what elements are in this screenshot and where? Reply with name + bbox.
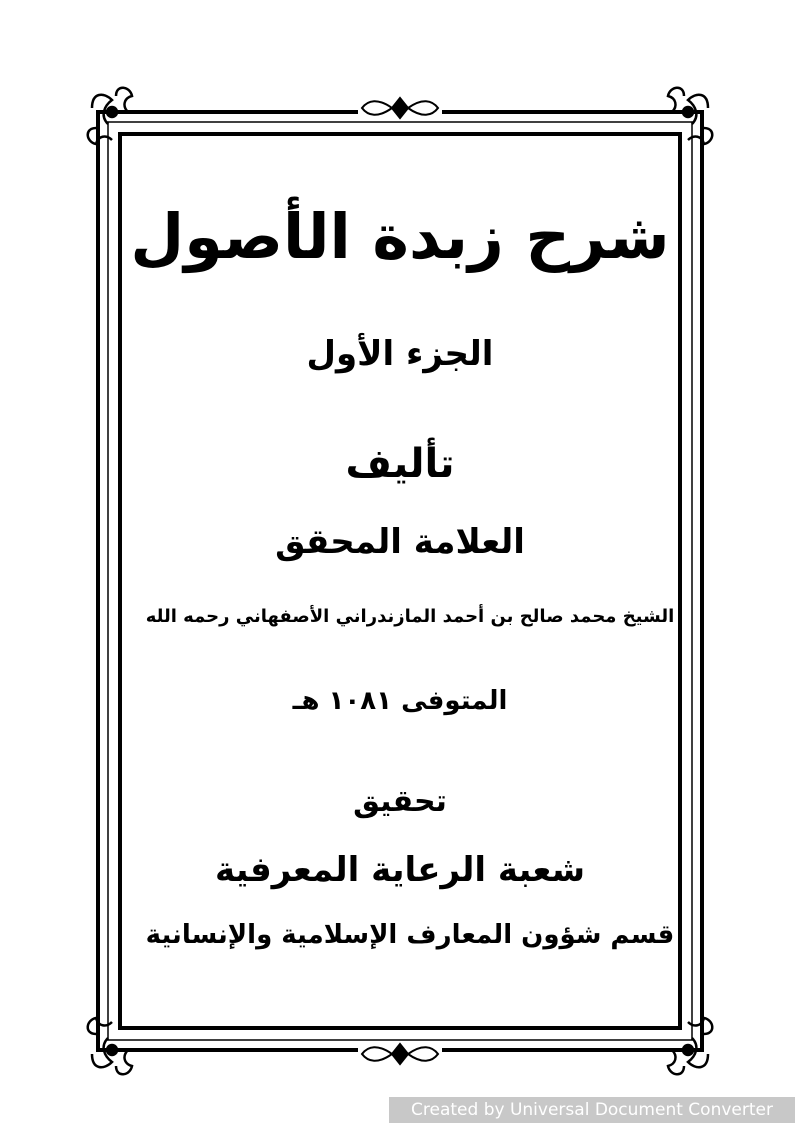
authored-by-label: تأليف <box>345 441 455 487</box>
editor-department: قسم شؤون المعارف الإسلامية والإنسانية <box>145 920 675 950</box>
edited-by-label: تحقيق <box>353 784 447 819</box>
author-death-date: المتوفى ١٠٨١ هـ <box>292 686 508 716</box>
top-center-ornament-icon <box>358 98 442 118</box>
volume-label: الجزء الأول <box>306 334 494 374</box>
bottom-center-ornament-icon <box>358 1044 442 1064</box>
author-name: الشيخ محمد صالح بن أحمد المازندراني الأصفهاني رحمه الله <box>145 606 675 627</box>
book-title: شرح زبدة الأصول <box>130 200 670 273</box>
editor-organization: شعبة الرعاية المعرفية <box>214 850 586 890</box>
author-epithet: العلامة المحقق <box>275 522 525 562</box>
converter-watermark: Created by Universal Document Converter <box>389 1097 795 1123</box>
